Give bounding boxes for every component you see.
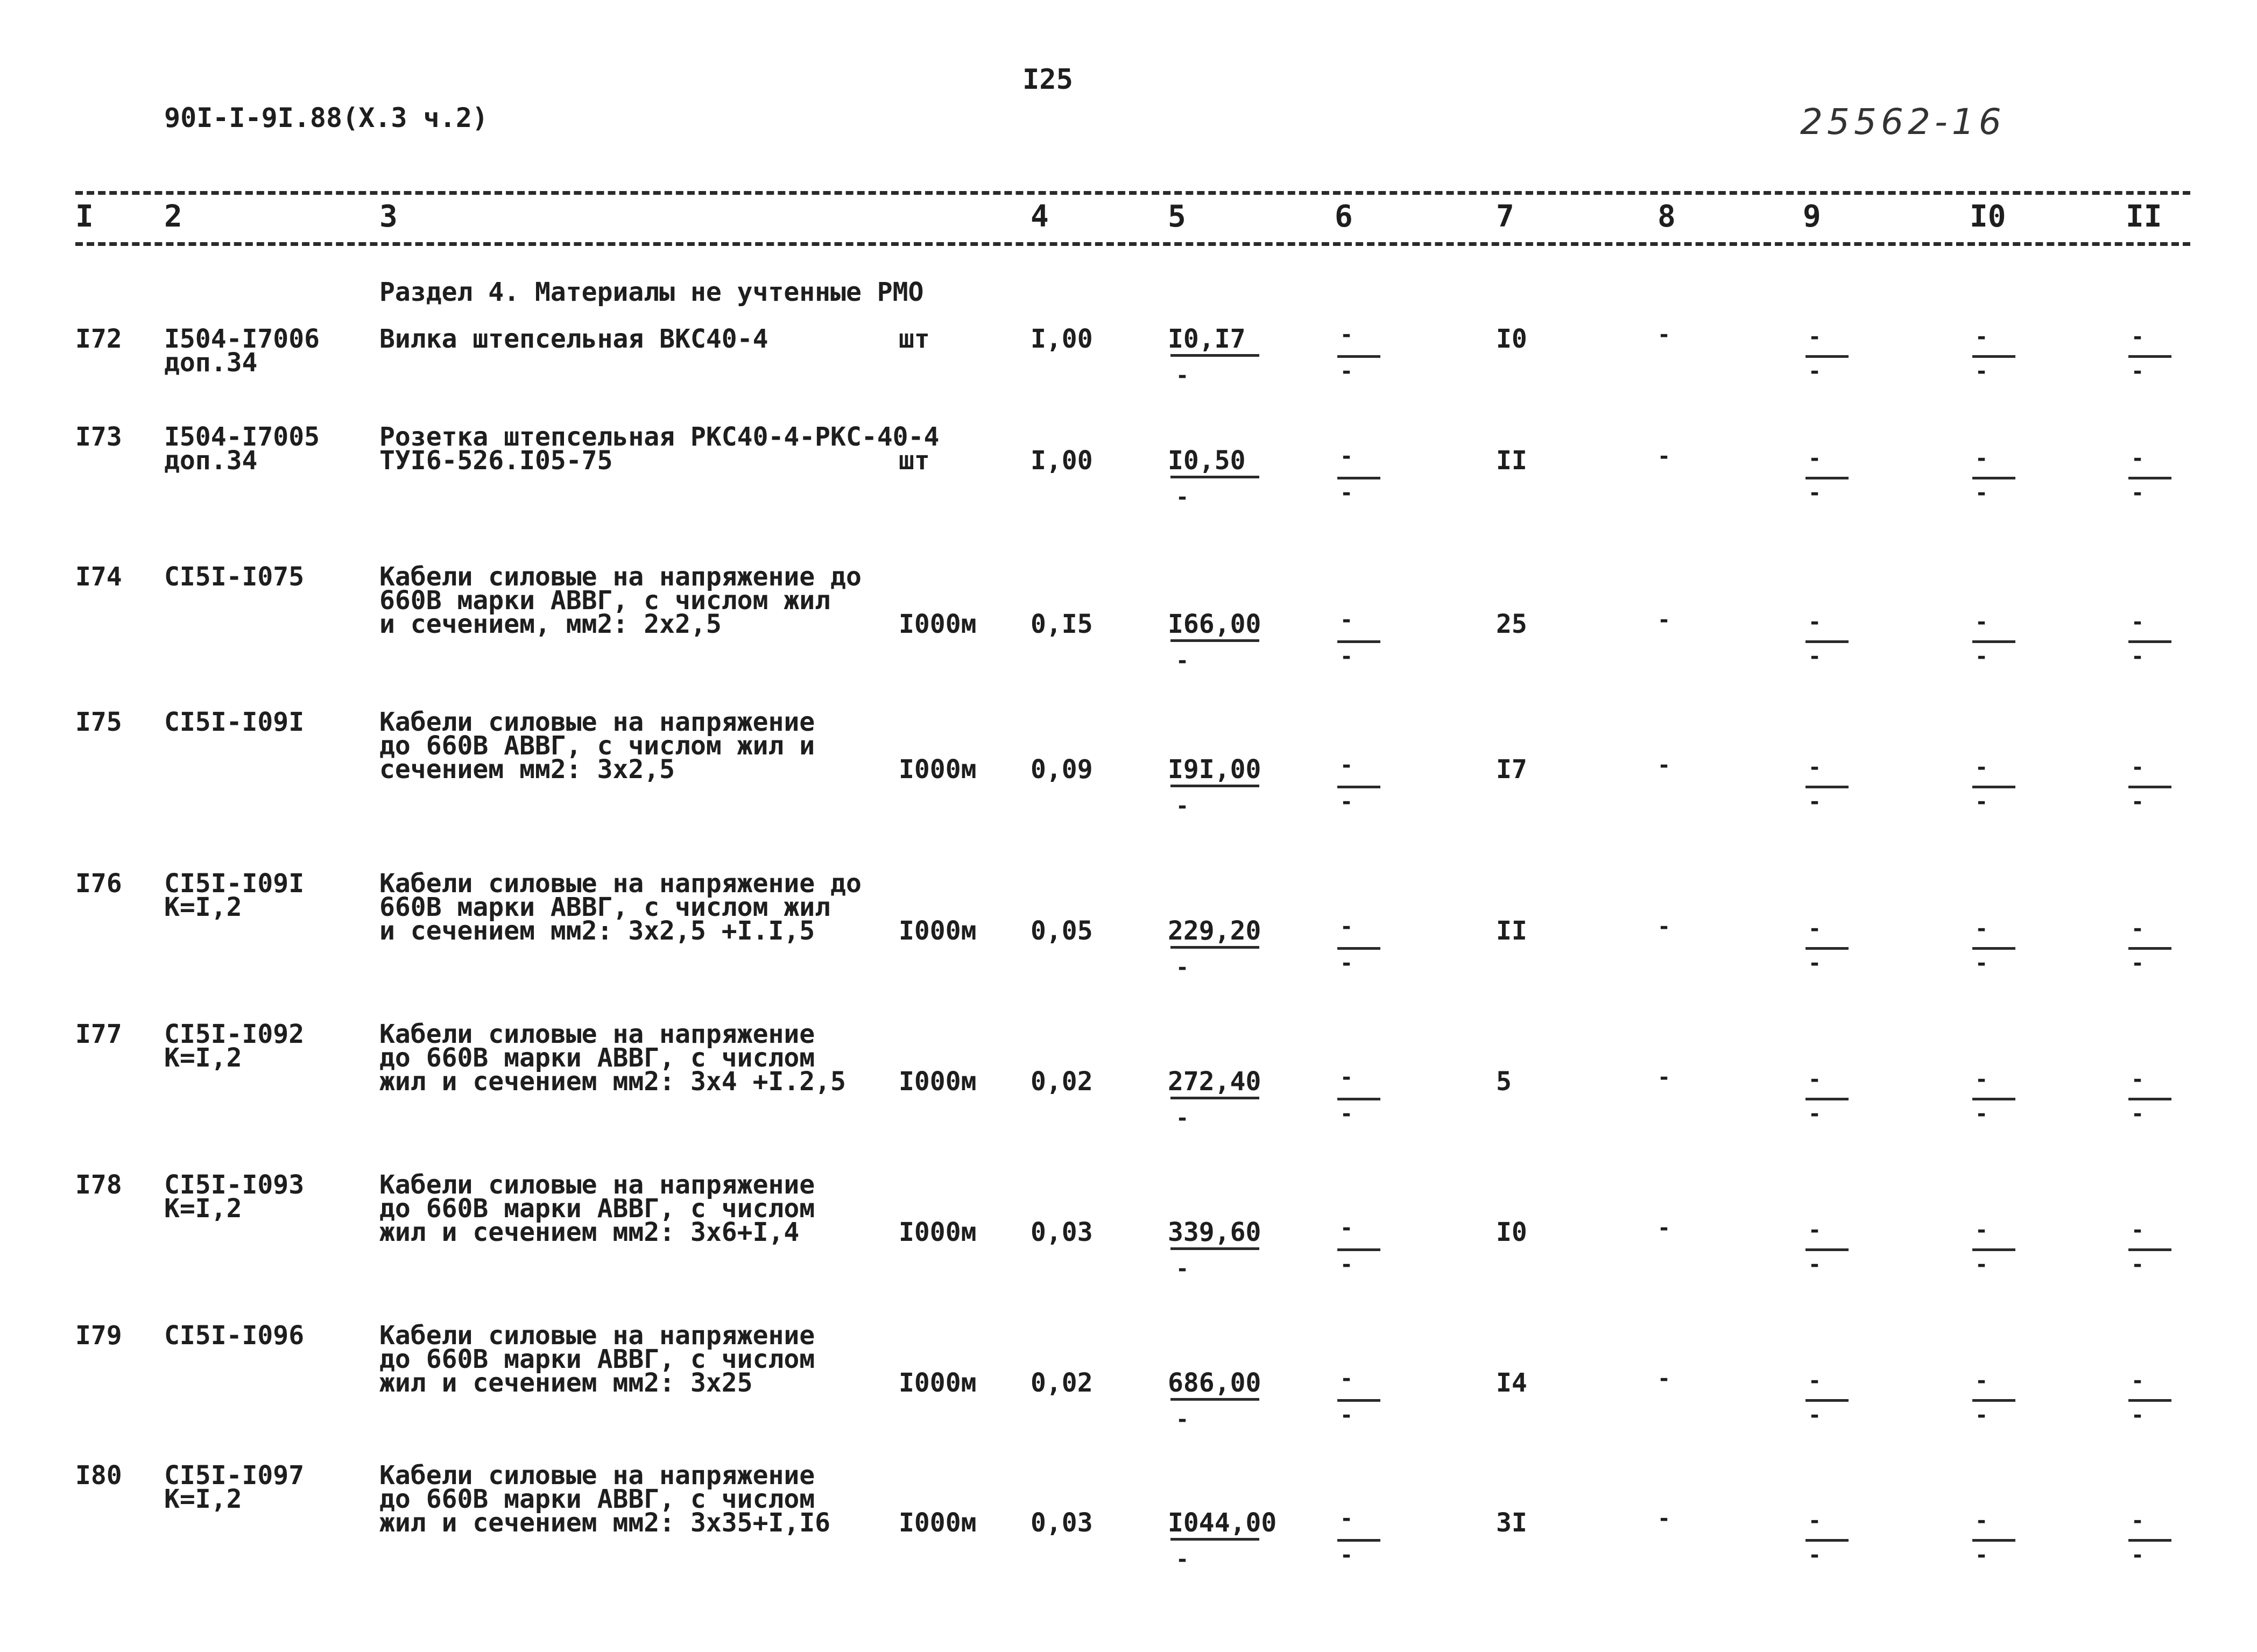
col11-dash-top: -	[2131, 610, 2145, 634]
price-underline	[1170, 785, 1259, 787]
col9-dash-bottom: -	[1808, 1102, 1822, 1126]
col6-underline	[1337, 947, 1380, 950]
row-price: 339,60	[1168, 1217, 1261, 1247]
row-code	[164, 562, 305, 592]
col9-dash-top: -	[1808, 916, 1822, 941]
row-col7: I7	[1496, 754, 1527, 785]
col11-dash-top: -	[2131, 324, 2145, 349]
row-number: I80	[75, 1460, 122, 1491]
col6-dash-top: -	[1340, 1216, 1353, 1240]
row-code	[164, 707, 305, 737]
row-number: I77	[75, 1019, 122, 1049]
col6-dash-bottom: -	[1340, 1102, 1353, 1126]
column-header-3: 3	[379, 199, 398, 234]
col9-dash-bottom: -	[1808, 789, 1822, 814]
document-reference: 90I-I-9I.88(X.3 ч.2)	[164, 102, 489, 133]
col9-dash-bottom: -	[1808, 1403, 1822, 1428]
row-name-line: ТУI6-526.I05-75	[379, 446, 613, 476]
row-name-line: жил и сечением мм2: 3х6+I,4	[379, 1217, 800, 1247]
row-price: I9I,00	[1168, 754, 1261, 785]
col9-dash-bottom: -	[1808, 1252, 1822, 1277]
col10-dash-bottom: -	[1975, 481, 1988, 505]
col10-dash-bottom: -	[1975, 789, 1988, 814]
col6-underline	[1337, 1399, 1380, 1402]
col11-underline	[2128, 1248, 2171, 1251]
col9-dash-top: -	[1808, 324, 1822, 349]
price-underline	[1170, 476, 1259, 478]
col9-underline	[1805, 1399, 1849, 1402]
col9-dash-bottom: -	[1808, 481, 1822, 505]
row-unit: I000м	[899, 1067, 977, 1097]
row-name-line: Кабели силовые на напряжение	[379, 1460, 815, 1491]
row-name-line: Кабели силовые на напряжение	[379, 1321, 815, 1351]
row-col7: I0	[1496, 1217, 1527, 1247]
col10-dash-bottom: -	[1975, 951, 1988, 976]
col10-dash-top: -	[1975, 610, 1988, 634]
col11-dash-bottom: -	[2131, 1252, 2145, 1277]
col9-dash-bottom: -	[1808, 1543, 1822, 1568]
col11-underline	[2128, 1399, 2171, 1402]
col10-underline	[1972, 355, 2015, 358]
col6-dash-top: -	[1340, 1506, 1353, 1531]
col9-dash-top: -	[1808, 610, 1822, 634]
col6-underline	[1337, 1539, 1380, 1542]
row-name-line: и сечением мм2: 3х2,5 +I.I,5	[379, 916, 815, 946]
row-name-line: до 660В марки АВВГ, с числом	[379, 1043, 815, 1073]
col9-underline	[1805, 640, 1849, 643]
col9-underline	[1805, 1539, 1849, 1542]
row-unit: I000м	[899, 1217, 977, 1247]
row-col7: I4	[1496, 1368, 1527, 1398]
row-col7: II	[1496, 916, 1527, 946]
col8-dash: -	[1658, 753, 1671, 778]
header-top-rule	[75, 191, 2190, 195]
row-code	[164, 1170, 305, 1224]
row-price: I0,50	[1168, 446, 1246, 476]
row-quantity: 0,05	[1031, 916, 1093, 946]
row-col7: 3I	[1496, 1508, 1527, 1538]
row-name-line: сечением мм2: 3х2,5	[379, 754, 675, 785]
col10-underline	[1972, 1539, 2015, 1542]
col11-dash-bottom: -	[2131, 789, 2145, 814]
row-price: I66,00	[1168, 609, 1261, 639]
col8-dash: -	[1658, 444, 1671, 469]
row-number: I73	[75, 422, 122, 452]
row-unit: I000м	[899, 609, 977, 639]
row-quantity: I,00	[1031, 446, 1093, 476]
row-name-line: жил и сечением мм2: 3х25	[379, 1368, 753, 1398]
row-col7: 5	[1496, 1067, 1512, 1097]
row-unit: I000м	[899, 1368, 977, 1398]
col9-underline	[1805, 947, 1849, 950]
col6-dash-bottom: -	[1340, 359, 1353, 384]
col6-underline	[1337, 477, 1380, 479]
row-name-line: до 660В марки АВВГ, с числом	[379, 1484, 815, 1514]
row-name-line: жил и сечением мм2: 3х4 +I.2,5	[379, 1067, 846, 1097]
row-number: I72	[75, 324, 122, 354]
col10-underline	[1972, 640, 2015, 643]
col11-underline	[2128, 477, 2171, 479]
price-dash-mark: -	[1176, 1547, 1189, 1572]
col11-dash-bottom: -	[2131, 1403, 2145, 1428]
row-name-line: до 660В марки АВВГ, с числом	[379, 1194, 815, 1224]
row-name-line: Кабели силовые на напряжение	[379, 1170, 815, 1200]
col8-dash: -	[1658, 1216, 1671, 1240]
row-name	[379, 1170, 815, 1247]
row-number: I75	[75, 707, 122, 737]
col9-underline	[1805, 477, 1849, 479]
column-header-9: 9	[1803, 199, 1821, 234]
row-code	[164, 869, 305, 922]
row-quantity: 0,09	[1031, 754, 1093, 785]
col9-dash-bottom: -	[1808, 644, 1822, 669]
col10-underline	[1972, 1248, 2015, 1251]
row-code	[164, 1321, 305, 1351]
col6-dash-bottom: -	[1340, 951, 1353, 976]
column-header-8: 8	[1658, 199, 1676, 234]
col11-dash-top: -	[2131, 446, 2145, 471]
col11-underline	[2128, 1098, 2171, 1100]
col6-dash-top: -	[1340, 1366, 1353, 1391]
col6-underline	[1337, 355, 1380, 358]
row-code-line: I504-I7006	[164, 324, 320, 354]
col9-dash-top: -	[1808, 1218, 1822, 1242]
col10-underline	[1972, 1399, 2015, 1402]
col9-dash-top: -	[1808, 446, 1822, 471]
column-header-2: 2	[164, 199, 182, 234]
section-title: Раздел 4. Материалы не учтенные РМО	[379, 277, 924, 307]
row-name	[379, 707, 815, 785]
col9-dash-bottom: -	[1808, 359, 1822, 384]
price-underline	[1170, 639, 1259, 642]
row-name	[379, 324, 768, 354]
col11-dash-bottom: -	[2131, 1102, 2145, 1126]
row-unit: I000м	[899, 916, 977, 946]
col8-dash: -	[1658, 1366, 1671, 1391]
row-code-line: CI5I-I09I	[164, 869, 305, 899]
column-header-7: 7	[1496, 199, 1514, 234]
col10-dash-top: -	[1975, 1368, 1988, 1393]
col9-dash-top: -	[1808, 1508, 1822, 1533]
row-quantity: 0,02	[1031, 1368, 1093, 1398]
row-code-line: CI5I-I09I	[164, 707, 305, 737]
price-dash-mark: -	[1176, 955, 1189, 980]
col6-dash-top: -	[1340, 1065, 1353, 1090]
col9-dash-top: -	[1808, 755, 1822, 780]
row-unit: шт	[899, 324, 930, 354]
price-underline	[1170, 1538, 1259, 1541]
col6-underline	[1337, 1098, 1380, 1100]
row-code-line: CI5I-I096	[164, 1321, 305, 1351]
row-name	[379, 1460, 831, 1538]
col6-dash-bottom: -	[1340, 789, 1353, 814]
row-quantity: I,00	[1031, 324, 1093, 354]
header-bottom-rule	[75, 242, 2190, 246]
col10-dash-top: -	[1975, 1508, 1988, 1533]
col11-dash-top: -	[2131, 1067, 2145, 1092]
col8-dash: -	[1658, 322, 1671, 347]
col10-dash-top: -	[1975, 324, 1988, 349]
col6-underline	[1337, 786, 1380, 788]
row-name-line: 660В марки АВВГ, с числом жил	[379, 892, 831, 922]
price-underline	[1170, 354, 1259, 357]
col6-underline	[1337, 1248, 1380, 1251]
row-quantity: 0,02	[1031, 1067, 1093, 1097]
row-name-line: Кабели силовые на напряжение	[379, 707, 815, 737]
price-dash-mark: -	[1176, 1256, 1189, 1281]
row-code-line: доп.34	[164, 348, 258, 378]
column-header-5: 5	[1168, 199, 1186, 234]
row-code-line: CI5I-I075	[164, 562, 305, 592]
row-code-line: К=I,2	[164, 1043, 242, 1073]
row-code	[164, 422, 320, 476]
col10-dash-top: -	[1975, 755, 1988, 780]
row-number: I79	[75, 1321, 122, 1351]
row-name	[379, 562, 862, 639]
row-code-line: доп.34	[164, 446, 258, 476]
row-name	[379, 1019, 846, 1097]
row-name-line: Кабели силовые на напряжение до	[379, 869, 862, 899]
col10-dash-top: -	[1975, 446, 1988, 471]
col10-dash-bottom: -	[1975, 1102, 1988, 1126]
price-dash-mark: -	[1176, 794, 1189, 818]
column-header-10: I0	[1970, 199, 2006, 234]
col11-dash-top: -	[2131, 1218, 2145, 1242]
col9-dash-bottom: -	[1808, 951, 1822, 976]
row-col7: 25	[1496, 609, 1527, 639]
handwritten-number: 25562-16	[1800, 101, 2006, 143]
col10-dash-top: -	[1975, 916, 1988, 941]
col6-dash-bottom: -	[1340, 1543, 1353, 1568]
col6-dash-top: -	[1340, 608, 1353, 632]
col9-underline	[1805, 1248, 1849, 1251]
price-underline	[1170, 946, 1259, 949]
col8-dash: -	[1658, 1065, 1671, 1090]
col6-dash-bottom: -	[1340, 644, 1353, 669]
row-code-line: I504-I7005	[164, 422, 320, 452]
col11-underline	[2128, 786, 2171, 788]
col6-dash-bottom: -	[1340, 1252, 1353, 1277]
col11-underline	[2128, 1539, 2171, 1542]
col11-underline	[2128, 947, 2171, 950]
row-name-line: Кабели силовые на напряжение	[379, 1019, 815, 1049]
row-number: I74	[75, 562, 122, 592]
col10-dash-bottom: -	[1975, 1403, 1988, 1428]
col11-dash-bottom: -	[2131, 481, 2145, 505]
col11-dash-top: -	[2131, 1368, 2145, 1393]
col10-underline	[1972, 947, 2015, 950]
col10-dash-bottom: -	[1975, 644, 1988, 669]
row-price: 686,00	[1168, 1368, 1261, 1398]
col8-dash: -	[1658, 608, 1671, 632]
row-unit: I000м	[899, 1508, 977, 1538]
col11-dash-bottom: -	[2131, 1543, 2145, 1568]
price-dash-mark: -	[1176, 648, 1189, 673]
col8-dash: -	[1658, 914, 1671, 939]
col9-dash-top: -	[1808, 1368, 1822, 1393]
col10-underline	[1972, 1098, 2015, 1100]
col11-dash-top: -	[2131, 916, 2145, 941]
row-name-line: Розетка штепсельная РКС40-4-РКС-40-4	[379, 422, 940, 452]
col8-dash: -	[1658, 1506, 1671, 1531]
price-underline	[1170, 1097, 1259, 1099]
row-name-line: Вилка штепсельная ВКС40-4	[379, 324, 768, 354]
price-dash-mark: -	[1176, 485, 1189, 510]
price-underline	[1170, 1247, 1259, 1250]
col11-dash-bottom: -	[2131, 951, 2145, 976]
col9-underline	[1805, 1098, 1849, 1100]
col10-dash-top: -	[1975, 1218, 1988, 1242]
col10-dash-bottom: -	[1975, 1252, 1988, 1277]
col10-underline	[1972, 477, 2015, 479]
price-dash-mark: -	[1176, 1106, 1189, 1131]
row-name	[379, 869, 862, 946]
col9-underline	[1805, 786, 1849, 788]
col10-dash-top: -	[1975, 1067, 1988, 1092]
row-code-line: К=I,2	[164, 1194, 242, 1224]
row-code	[164, 1460, 305, 1514]
row-col7: I0	[1496, 324, 1527, 354]
col10-underline	[1972, 786, 2015, 788]
col9-dash-top: -	[1808, 1067, 1822, 1092]
column-header-4: 4	[1031, 199, 1049, 234]
row-name-line: жил и сечением мм2: 3х35+I,I6	[379, 1508, 831, 1538]
row-name-line: 660В марки АВВГ, с числом жил	[379, 585, 831, 616]
row-name-line: Кабели силовые на напряжение до	[379, 562, 862, 592]
row-code	[164, 324, 320, 378]
col11-dash-bottom: -	[2131, 644, 2145, 669]
row-number: I78	[75, 1170, 122, 1200]
row-code-line: CI5I-I097	[164, 1460, 305, 1491]
col11-dash-bottom: -	[2131, 359, 2145, 384]
row-code	[164, 1019, 305, 1073]
row-name-line: до 660В марки АВВГ, с числом	[379, 1344, 815, 1374]
row-code-line: CI5I-I093	[164, 1170, 305, 1200]
row-name-line: и сечением, мм2: 2х2,5	[379, 609, 722, 639]
price-underline	[1170, 1398, 1259, 1401]
row-price: 229,20	[1168, 916, 1261, 946]
row-price: I044,00	[1168, 1508, 1277, 1538]
row-name	[379, 422, 940, 476]
col6-dash-top: -	[1340, 753, 1353, 778]
price-dash-mark: -	[1176, 1407, 1189, 1432]
row-quantity: 0,03	[1031, 1508, 1093, 1538]
row-name	[379, 1321, 815, 1398]
col6-underline	[1337, 640, 1380, 643]
col10-dash-bottom: -	[1975, 359, 1988, 384]
col11-dash-top: -	[2131, 1508, 2145, 1533]
col9-underline	[1805, 355, 1849, 358]
row-name-line: до 660В АВВГ, с числом жил и	[379, 731, 815, 761]
col10-dash-bottom: -	[1975, 1543, 1988, 1568]
row-code-line: К=I,2	[164, 1484, 242, 1514]
col6-dash-top: -	[1340, 444, 1353, 469]
row-code-line: CI5I-I092	[164, 1019, 305, 1049]
column-header-11: II	[2126, 199, 2162, 234]
col11-underline	[2128, 355, 2171, 358]
col11-underline	[2128, 640, 2171, 643]
col11-dash-top: -	[2131, 755, 2145, 780]
row-price: I0,I7	[1168, 324, 1246, 354]
page-number: I25	[1022, 63, 1073, 96]
column-header-1: I	[75, 199, 94, 234]
row-col7: II	[1496, 446, 1527, 476]
row-quantity: 0,03	[1031, 1217, 1093, 1247]
column-header-6: 6	[1335, 199, 1353, 234]
row-number: I76	[75, 869, 122, 899]
price-dash-mark: -	[1176, 363, 1189, 388]
row-price: 272,40	[1168, 1067, 1261, 1097]
row-unit: I000м	[899, 754, 977, 785]
col6-dash-bottom: -	[1340, 1403, 1353, 1428]
col6-dash-top: -	[1340, 322, 1353, 347]
row-quantity: 0,I5	[1031, 609, 1093, 639]
col6-dash-bottom: -	[1340, 481, 1353, 505]
row-unit: шт	[899, 446, 930, 476]
col6-dash-top: -	[1340, 914, 1353, 939]
row-code-line: К=I,2	[164, 892, 242, 922]
